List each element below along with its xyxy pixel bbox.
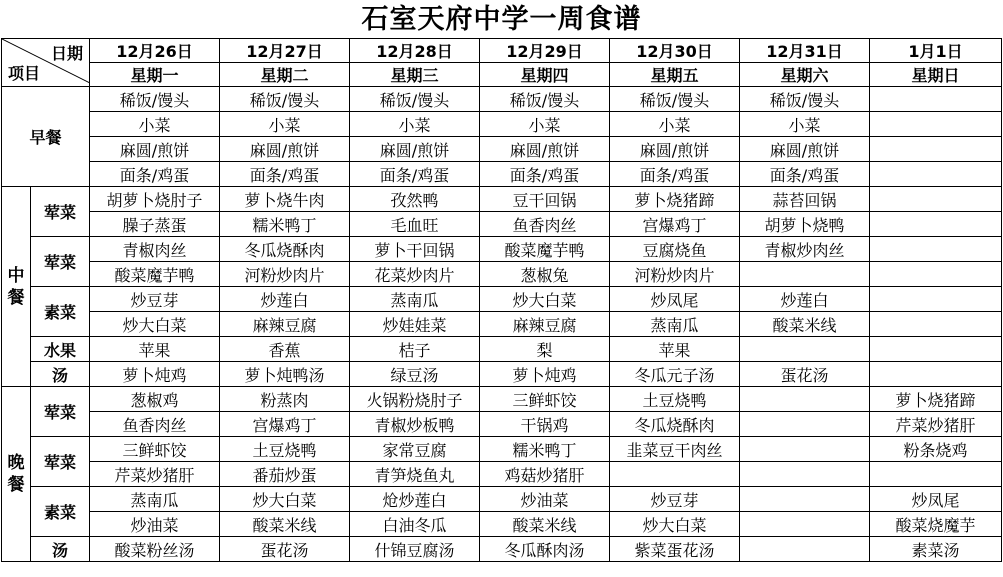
dish-cell: 河粉炒肉片: [220, 262, 350, 287]
dish-cell: 酸菜烧魔芋: [870, 512, 1002, 537]
date-cell: 12月28日: [350, 39, 480, 63]
dish-cell: 稀饭/馒头: [90, 87, 220, 112]
dish-cell: 稀饭/馒头: [740, 87, 870, 112]
dish-cell: 炒凤尾: [610, 287, 740, 312]
dish-cell: 番茄炒蛋: [220, 462, 350, 487]
dish-cell: 桔子: [350, 337, 480, 362]
dish-cell: 毛血旺: [350, 212, 480, 237]
dish-cell: [740, 512, 870, 537]
dish-cell: 孜然鸭: [350, 187, 480, 212]
weekday-cell: 星期二: [220, 63, 350, 87]
dish-cell: 鱼香肉丝: [480, 212, 610, 237]
dish-cell: 酸菜魔芋鸭: [90, 262, 220, 287]
lunch-row: [2, 362, 1002, 387]
dish-cell: [740, 387, 870, 412]
dish-cell: 青椒炒板鸭: [350, 412, 480, 437]
dish-cell: 酸菜粉丝汤: [90, 537, 220, 562]
dish-cell: [870, 287, 1002, 312]
dish-cell: 炒大白菜: [480, 287, 610, 312]
dish-cell: 豆干回锅: [480, 187, 610, 212]
breakfast-row: [2, 137, 1002, 162]
dish-cell: 三鲜虾饺: [480, 387, 610, 412]
dish-cell: 面条/鸡蛋: [610, 162, 740, 187]
dish-cell: 花菜炒肉片: [350, 262, 480, 287]
dish-cell: 冬瓜烧酥肉: [220, 237, 350, 262]
dish-cell: 土豆烧鸭: [610, 387, 740, 412]
weekday-cell: 星期日: [870, 63, 1002, 87]
dish-cell: 芹菜炒猪肝: [870, 412, 1002, 437]
dish-cell: 炒莲白: [740, 287, 870, 312]
dish-cell: 宫爆鸡丁: [610, 212, 740, 237]
dish-cell: 韭菜豆干肉丝: [610, 437, 740, 462]
dish-cell: 素菜汤: [870, 537, 1002, 562]
dish-cell: 糯米鸭丁: [220, 212, 350, 237]
dish-cell: 葱椒兔: [480, 262, 610, 287]
dish-cell: 蛋花汤: [220, 537, 350, 562]
dish-cell: 蒜苔回锅: [740, 187, 870, 212]
dish-cell: [870, 262, 1002, 287]
lunch-label: 中餐: [2, 187, 31, 387]
dish-cell: 酸菜魔芋鸭: [480, 237, 610, 262]
breakfast-row: [2, 112, 1002, 137]
date-cell: 12月30日: [610, 39, 740, 63]
dish-cell: 梨: [480, 337, 610, 362]
dish-cell: 萝卜炖鸭汤: [220, 362, 350, 387]
page-title: 石室天府中学一周食谱: [361, 4, 642, 35]
dish-cell: 炒豆芽: [90, 287, 220, 312]
dish-cell: 冬瓜酥肉汤: [480, 537, 610, 562]
dish-cell: 紫菜蛋花汤: [610, 537, 740, 562]
category-label: 素菜: [31, 287, 90, 337]
dish-cell: [870, 337, 1002, 362]
dish-cell: 蒸南瓜: [90, 487, 220, 512]
lunch-row: [2, 312, 1002, 337]
item-header-label: 项目: [8, 64, 41, 83]
dish-cell: 鸡菇炒猪肝: [480, 462, 610, 487]
dish-cell: 胡萝卜烧肘子: [90, 187, 220, 212]
dish-cell: 炒豆芽: [610, 487, 740, 512]
category-label: 荤菜: [31, 237, 90, 287]
lunch-row: [2, 212, 1002, 237]
dish-cell: 冬瓜烧酥肉: [610, 412, 740, 437]
dish-cell: 萝卜烧猪蹄: [870, 387, 1002, 412]
weekday-cell: 星期六: [740, 63, 870, 87]
dish-cell: 小菜: [480, 112, 610, 137]
dinner-label: 晚餐: [2, 387, 31, 562]
dinner-row: [2, 387, 1002, 412]
date-cell: 12月26日: [90, 39, 220, 63]
category-label: 素菜: [31, 487, 90, 537]
dish-cell: 酸菜米线: [740, 312, 870, 337]
dish-cell: 麻圆/煎饼: [740, 137, 870, 162]
lunch-row: [2, 237, 1002, 262]
dish-cell: 葱椒鸡: [90, 387, 220, 412]
dish-cell: 小菜: [350, 112, 480, 137]
dish-cell: [740, 337, 870, 362]
dish-cell: 蒸南瓜: [350, 287, 480, 312]
dish-cell: [740, 487, 870, 512]
dish-cell: 冬瓜元子汤: [610, 362, 740, 387]
dinner-row: [2, 537, 1002, 562]
dish-cell: 什锦豆腐汤: [350, 537, 480, 562]
dish-cell: 面条/鸡蛋: [90, 162, 220, 187]
weekday-cell: 星期三: [350, 63, 480, 87]
dish-cell: 绿豆汤: [350, 362, 480, 387]
dish-cell: 粉蒸肉: [220, 387, 350, 412]
dish-cell: [870, 87, 1002, 112]
date-header-label: 日期: [50, 44, 83, 63]
dish-cell: [740, 437, 870, 462]
dish-cell: 炒凤尾: [870, 487, 1002, 512]
dish-cell: 麻圆/煎饼: [350, 137, 480, 162]
breakfast-row: [2, 87, 1002, 112]
dish-cell: 香蕉: [220, 337, 350, 362]
dish-cell: 稀饭/馒头: [350, 87, 480, 112]
dish-cell: [870, 312, 1002, 337]
dish-cell: 麻辣豆腐: [220, 312, 350, 337]
breakfast-row: [2, 162, 1002, 187]
dish-cell: 青椒肉丝: [90, 237, 220, 262]
dinner-row: [2, 412, 1002, 437]
dish-cell: [870, 187, 1002, 212]
lunch-row: [2, 262, 1002, 287]
breakfast-label: 早餐: [2, 87, 90, 187]
dish-cell: 炒大白菜: [90, 312, 220, 337]
dish-cell: [870, 462, 1002, 487]
dish-cell: 芹菜炒猪肝: [90, 462, 220, 487]
category-label: 汤: [31, 537, 90, 562]
dish-cell: 炒油菜: [480, 487, 610, 512]
dish-cell: 炝炒莲白: [350, 487, 480, 512]
dish-cell: 小菜: [740, 112, 870, 137]
lunch-row: [2, 187, 1002, 212]
dish-cell: 萝卜炖鸡: [90, 362, 220, 387]
lunch-row: [2, 337, 1002, 362]
category-label: 水果: [31, 337, 90, 362]
dish-cell: [740, 412, 870, 437]
dish-cell: [610, 462, 740, 487]
dish-cell: [870, 137, 1002, 162]
dish-cell: 萝卜干回锅: [350, 237, 480, 262]
dish-cell: 青笋烧鱼丸: [350, 462, 480, 487]
dish-cell: 家常豆腐: [350, 437, 480, 462]
date-cell: 12月31日: [740, 39, 870, 63]
dish-cell: [870, 362, 1002, 387]
dish-cell: [870, 237, 1002, 262]
dish-cell: [740, 262, 870, 287]
dish-cell: 小菜: [610, 112, 740, 137]
dish-cell: 炒油菜: [90, 512, 220, 537]
dish-cell: 河粉炒肉片: [610, 262, 740, 287]
date-cell: 12月27日: [220, 39, 350, 63]
dish-cell: 豆腐烧鱼: [610, 237, 740, 262]
weekday-cell: 星期四: [480, 63, 610, 87]
weekday-cell: 星期五: [610, 63, 740, 87]
dish-cell: 苹果: [90, 337, 220, 362]
dish-cell: 萝卜烧牛肉: [220, 187, 350, 212]
dish-cell: 面条/鸡蛋: [220, 162, 350, 187]
dish-cell: 臊子蒸蛋: [90, 212, 220, 237]
dish-cell: 粉条烧鸡: [870, 437, 1002, 462]
dish-cell: 酸菜米线: [480, 512, 610, 537]
dish-cell: [740, 537, 870, 562]
dinner-row: [2, 487, 1002, 512]
dish-cell: 蛋花汤: [740, 362, 870, 387]
dish-cell: 苹果: [610, 337, 740, 362]
dish-cell: 炒大白菜: [610, 512, 740, 537]
dish-cell: 稀饭/馒头: [480, 87, 610, 112]
dish-cell: 炒莲白: [220, 287, 350, 312]
dish-cell: [740, 462, 870, 487]
dish-cell: 小菜: [90, 112, 220, 137]
dish-cell: 糯米鸭丁: [480, 437, 610, 462]
dish-cell: 青椒炒肉丝: [740, 237, 870, 262]
dinner-row: [2, 512, 1002, 537]
dinner-row: [2, 462, 1002, 487]
category-label: 汤: [31, 362, 90, 387]
dish-cell: 稀饭/馒头: [610, 87, 740, 112]
dish-cell: 三鲜虾饺: [90, 437, 220, 462]
date-cell: 1月1日: [870, 39, 1002, 63]
dish-cell: 酸菜米线: [220, 512, 350, 537]
category-label: 荤菜: [31, 387, 90, 437]
category-label: 荤菜: [31, 437, 90, 487]
dish-cell: 宫爆鸡丁: [220, 412, 350, 437]
weekday-cell: 星期一: [90, 63, 220, 87]
dish-cell: 面条/鸡蛋: [740, 162, 870, 187]
dish-cell: 麻圆/煎饼: [480, 137, 610, 162]
dish-cell: 萝卜炖鸡: [480, 362, 610, 387]
dish-cell: 白油冬瓜: [350, 512, 480, 537]
dish-cell: [870, 212, 1002, 237]
date-cell: 12月29日: [480, 39, 610, 63]
dish-cell: 土豆烧鸭: [220, 437, 350, 462]
dish-cell: 麻圆/煎饼: [610, 137, 740, 162]
dish-cell: 面条/鸡蛋: [480, 162, 610, 187]
dish-cell: 火锅粉烧肘子: [350, 387, 480, 412]
dinner-row: [2, 437, 1002, 462]
dish-cell: 蒸南瓜: [610, 312, 740, 337]
dish-cell: 干锅鸡: [480, 412, 610, 437]
menu-table: [1, 38, 1002, 562]
dish-cell: 麻辣豆腐: [480, 312, 610, 337]
dish-cell: 麻圆/煎饼: [220, 137, 350, 162]
lunch-row: [2, 287, 1002, 312]
dish-cell: 胡萝卜烧鸭: [740, 212, 870, 237]
dish-cell: 小菜: [220, 112, 350, 137]
dish-cell: 萝卜烧猪蹄: [610, 187, 740, 212]
header-corner-cell: [2, 39, 90, 87]
dish-cell: [870, 162, 1002, 187]
dish-cell: 面条/鸡蛋: [350, 162, 480, 187]
dish-cell: 鱼香肉丝: [90, 412, 220, 437]
dish-cell: 麻圆/煎饼: [90, 137, 220, 162]
dish-cell: [870, 112, 1002, 137]
dish-cell: 稀饭/馒头: [220, 87, 350, 112]
category-label: 荤菜: [31, 187, 90, 237]
dish-cell: 炒娃娃菜: [350, 312, 480, 337]
dish-cell: 炒大白菜: [220, 487, 350, 512]
